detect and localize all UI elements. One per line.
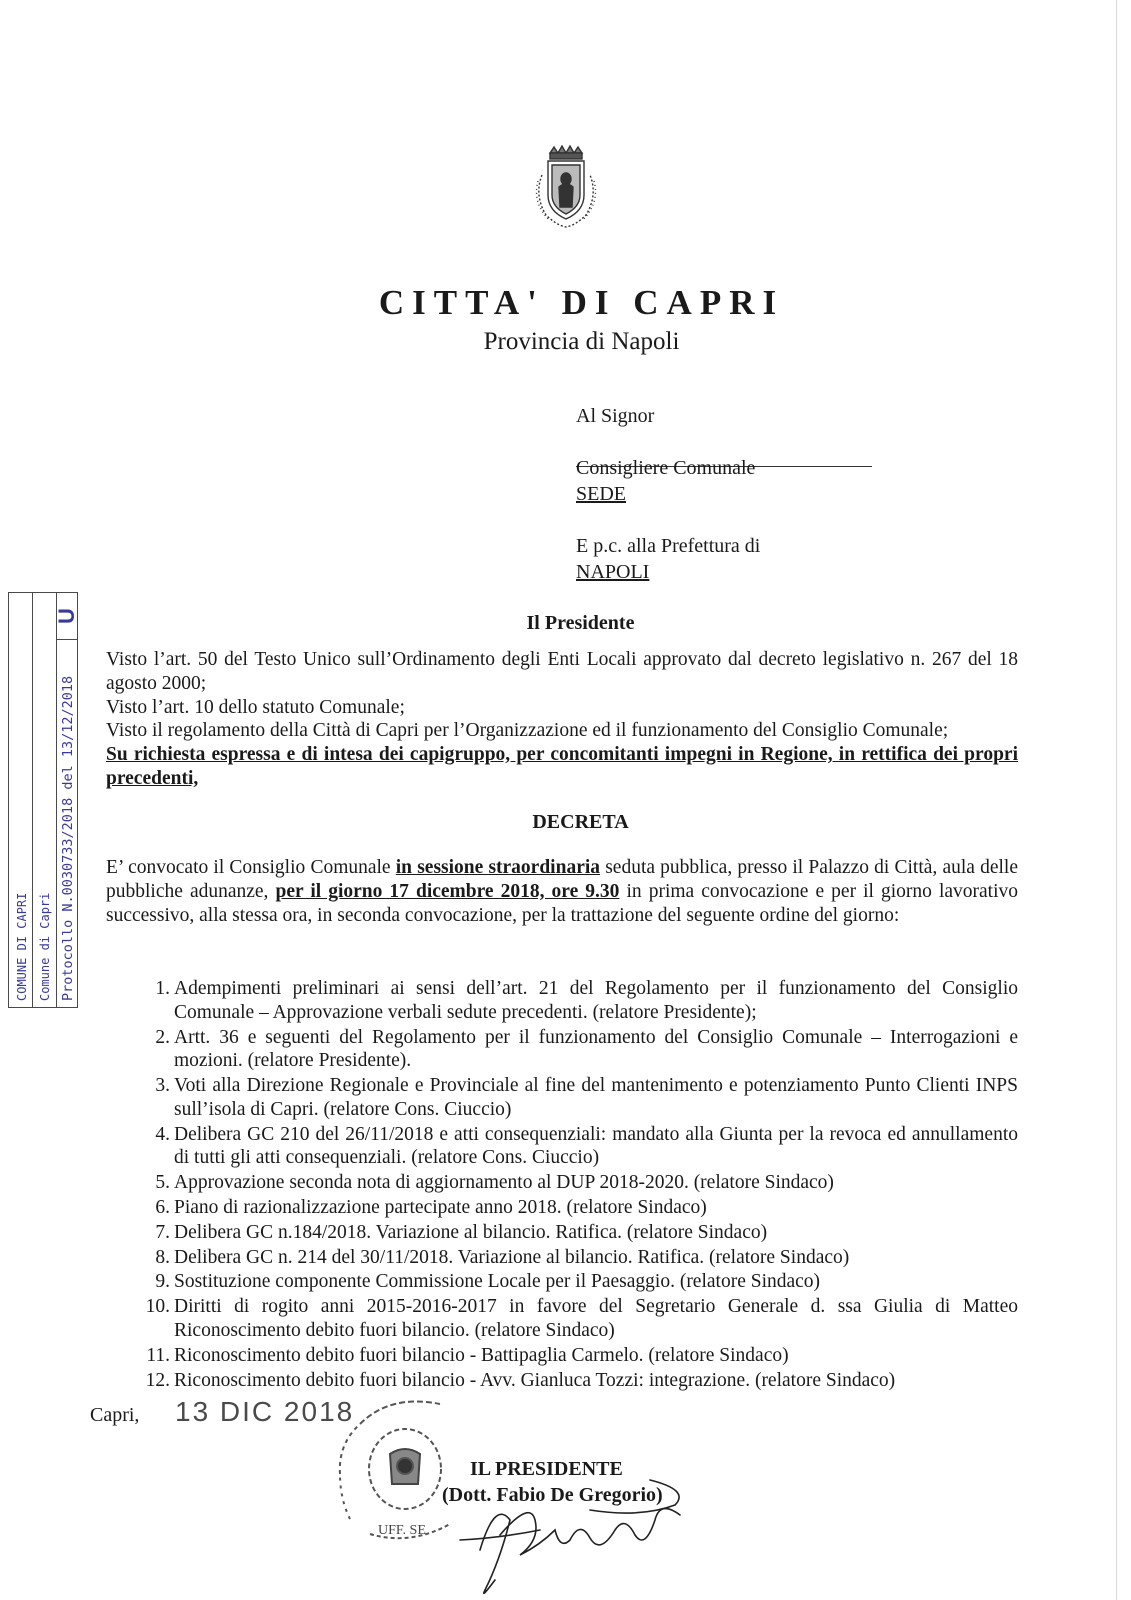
addressee-location: SEDE <box>576 483 626 505</box>
protocol-stamp: U COMUNE DI CAPRI Comune di Capri Protocollo N.0030733/2018 del 13/12/2018 <box>8 592 78 1008</box>
premise-2: Visto l’art. 10 dello statuto Comunale; <box>106 696 405 718</box>
copy-recipient-city: NAPOLI <box>576 561 650 583</box>
agenda-item: 4 . Delibera GC 210 del 26/11/2018 e atti consequenziali: mandato alla Giunta per la revoca ed annullamento di tutti gli atti consequenziali. (relatore Cons. Ciuccio) <box>106 1123 1018 1171</box>
agenda-item: 10 . Diritti di rogito anni 2015-2016-2017 in favore del Segretario Generale d. ssa Giulia di Matteo Riconoscimento debito fuori bilancio. (relatore Sindaco) <box>106 1295 1018 1343</box>
protocol-direction: U <box>53 608 79 624</box>
agenda-item: 7 . Delibera GC n.184/2018. Variazione al bilancio. Ratifica. (relatore Sindaco) <box>106 1221 1018 1245</box>
city-crest-icon <box>528 145 604 235</box>
place: Capri, <box>90 1404 140 1426</box>
agenda-item: 12 . Riconoscimento debito fuori bilancio - Avv. Gianluca Tozzi: integrazione. (relatore Sindaco) <box>106 1369 1018 1393</box>
handwritten-signature <box>440 1460 700 1600</box>
signatory-name: (Dott. Fabio De Gregorio) <box>442 1484 663 1506</box>
agenda-item: 6 . Piano di razionalizzazione partecipate anno 2018. (relatore Sindaco) <box>106 1196 1018 1220</box>
premise-1: Visto l’art. 50 del Testo Unico sull’Ordinamento degli Enti Locali approvato dal decreto legislativo n. 267 del 18 agosto 2000; <box>106 649 1018 694</box>
agenda-item: 1 . Adempimenti preliminari ai sensi dell’art. 21 del Regolamento per il funzionamento del Consiglio Comunale – Approvazione verbali sedute precedenti. (relatore Presidente); <box>106 977 1018 1025</box>
premises <box>106 648 1018 791</box>
meeting-datetime: per il giorno 17 dicembre 2018, ore 9.30 <box>275 880 620 902</box>
agenda-item: 5 . Approvazione seconda nota di aggiornamento al DUP 2018-2020. (relatore Sindaco) <box>106 1171 1018 1195</box>
president-heading: Il Presidente <box>526 612 635 634</box>
convocation-paragraph: E’ convocato il Consiglio Comunale in sessione straordinaria seduta pubblica, presso il Palazzo di Città, aula delle pubbliche adunanze, per il giorno 17 dicembre 2018, ore 9.30 in prima convocazione e per il giorno lavorativo successivo, alla stessa ora, in seconda convocazione, per la trattazione del seguente ordine del giorno: <box>106 857 1018 926</box>
addressee-salutation: Al Signor <box>576 405 655 427</box>
agenda-item: 2 . Artt. 36 e seguenti del Regolamento per il funzionamento del Consiglio Comunale – Interrogazioni e mozioni. (relatore Presidente). <box>106 1026 1018 1074</box>
province-subtitle: Provincia di Napoli <box>483 328 680 355</box>
decree-heading: DECRETA <box>532 811 629 833</box>
city-title: CITTA' DI CAPRI <box>378 283 785 322</box>
agenda-list <box>106 977 1018 1393</box>
agenda-item: 8 . Delibera GC n. 214 del 30/11/2018. Variazione al bilancio. Ratifica. (relatore Sindaco) <box>106 1246 1018 1270</box>
date-stamp: 13 DIC 2018 <box>175 1396 355 1427</box>
signatory-title: IL PRESIDENTE <box>470 1458 623 1480</box>
agenda-item: 3 . Voti alla Direzione Regionale e Provinciale al fine del mantenimento e potenziamento Punto Clienti INPS sull’isola di Capri. (relatore Cons. Ciuccio) <box>106 1074 1018 1122</box>
premise-3: Visto il regolamento della Città di Capri per l’Organizzazione ed il funzionamento del Consiglio Comunale; <box>106 720 949 742</box>
agenda-item: 11 . Riconoscimento debito fuori bilancio - Battipaglia Carmelo. (relatore Sindaco) <box>106 1344 1018 1368</box>
session-type: in sessione straordinaria <box>395 857 601 878</box>
agenda-item: 9 . Sostituzione componente Commissione Locale per il Paesaggio. (relatore Sindaco) <box>106 1270 1018 1294</box>
seal-text: UFF. SE <box>378 1523 426 1538</box>
addressee-role: Consigliere Comunale <box>576 457 756 479</box>
page-edge <box>1116 0 1117 1600</box>
premise-4: Su richiesta espressa e di intesa dei capigruppo, per concomitanti impegni in Regione, in rettifica dei propri precedenti, <box>106 744 1018 789</box>
copy-recipient: E p.c. alla Prefettura di <box>576 535 761 557</box>
